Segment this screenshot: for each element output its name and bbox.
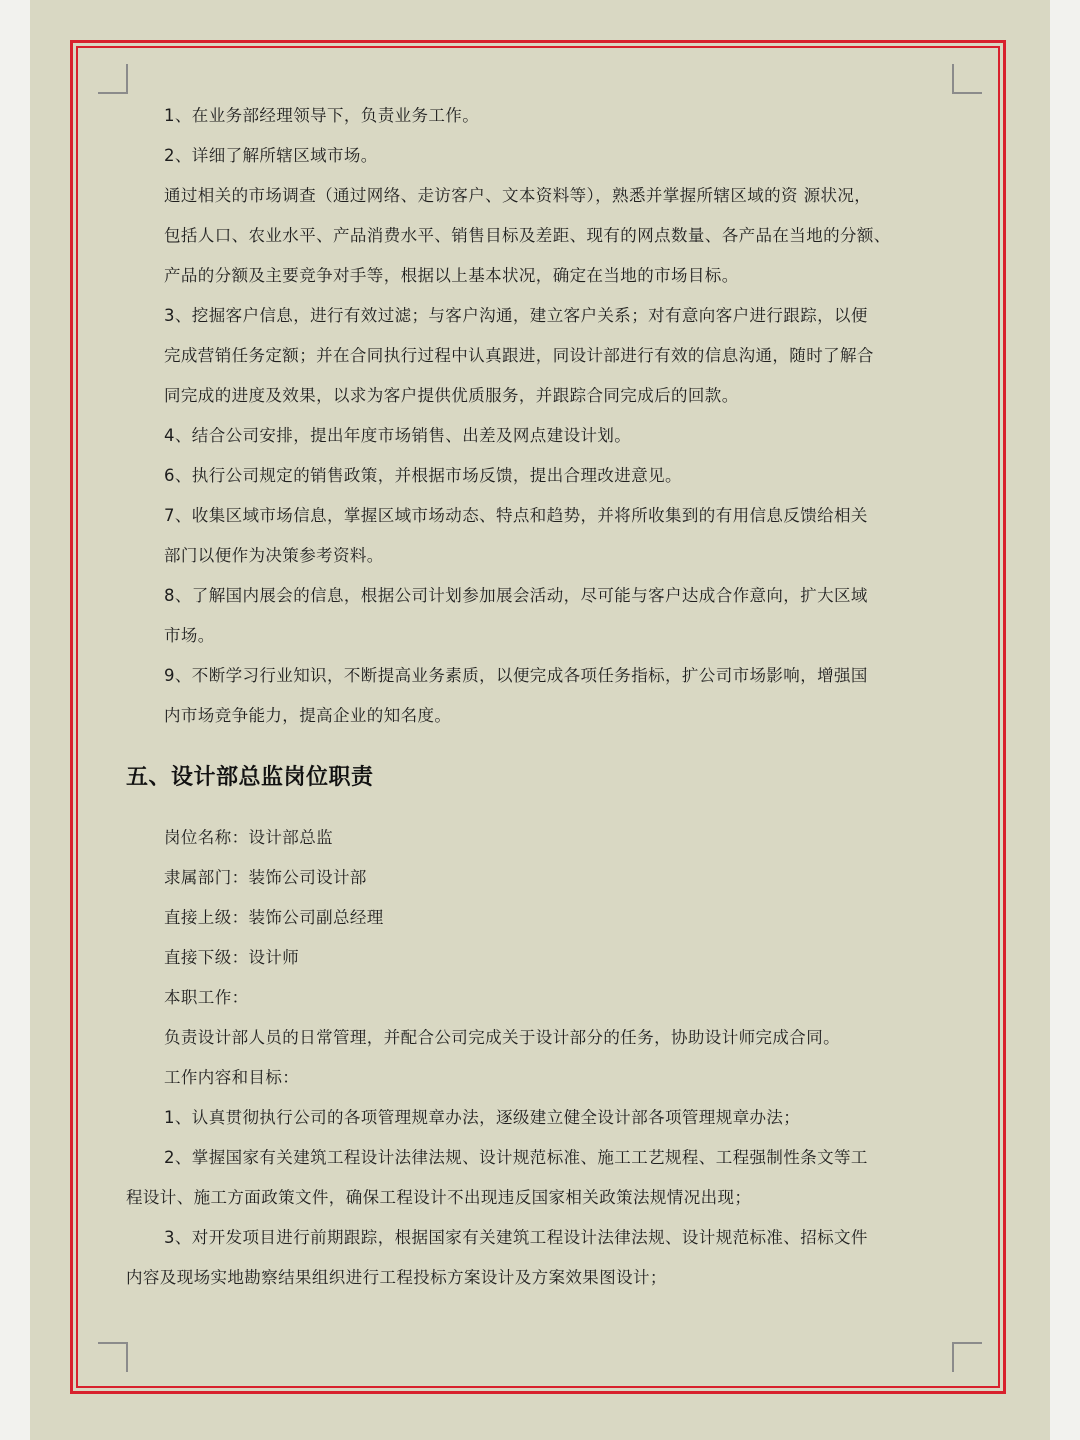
document-page	[30, 0, 1050, 1440]
text-line: 2、详细了解所辖区域市场。	[164, 146, 378, 165]
text-line: 3、挖掘客户信息，进行有效过滤；与客户沟通，建立客户关系；对有意向客户进行跟踪，以便	[164, 306, 868, 325]
text-line: 包括人口、农业水平、产品消费水平、销售目标及差距、现有的网点数量、各产品在当地的分额、	[164, 226, 891, 245]
document-body	[126, 96, 952, 1298]
text-line: 直接下级：设计师	[164, 948, 300, 967]
text-line: 隶属部门：装饰公司设计部	[164, 868, 367, 887]
text-line: 3、对开发项目进行前期跟踪，根据国家有关建筑工程设计法律法规、设计规范标准、招标文件	[164, 1228, 868, 1247]
text-line: 完成营销任务定额；并在合同执行过程中认真跟进，同设计部进行有效的信息沟通，随时了解合	[164, 346, 874, 365]
text-line: 产品的分额及主要竞争对手等，根据以上基本状况，确定在当地的市场目标。	[164, 266, 739, 285]
window-edge-left	[0, 0, 30, 1440]
section-heading: 五、设计部总监岗位职责	[126, 765, 374, 790]
text-line: 本职工作：	[164, 988, 249, 1007]
text-line: 9、不断学习行业知识，不断提高业务素质，以便完成各项任务指标，扩公司市场影响，增强国	[164, 666, 868, 685]
text-line: 8、了解国内展会的信息，根据公司计划参加展会活动，尽可能与客户达成合作意向，扩大区域	[164, 586, 868, 605]
crop-mark-top-left	[98, 64, 128, 94]
crop-mark-top-right	[952, 64, 982, 94]
text-line: 内市场竞争能力，提高企业的知名度。	[164, 706, 452, 725]
text-line: 4、结合公司安排，提出年度市场销售、出差及网点建设计划。	[164, 426, 632, 445]
text-line: 负责设计部人员的日常管理，并配合公司完成关于设计部分的任务，协助设计师完成合同。	[164, 1028, 840, 1047]
text-line: 同完成的进度及效果，以求为客户提供优质服务，并跟踪合同完成后的回款。	[164, 386, 739, 405]
text-line: 1、在业务部经理领导下，负责业务工作。	[164, 106, 480, 125]
text-line: 工作内容和目标：	[164, 1068, 300, 1087]
text-line: 市场。	[164, 626, 215, 645]
text-line: 程设计、施工方面政策文件，确保工程设计不出现违反国家相关政策法规情况出现；	[126, 1188, 752, 1207]
text-line: 部门以便作为决策参考资料。	[164, 546, 384, 565]
crop-mark-bottom-left	[98, 1342, 128, 1372]
window-edge-right	[1050, 0, 1080, 1440]
text-line: 岗位名称：设计部总监	[164, 828, 333, 847]
text-line: 2、掌握国家有关建筑工程设计法律法规、设计规范标准、施工工艺规程、工程强制性条文等工	[164, 1148, 868, 1167]
text-line: 内容及现场实地勘察结果组织进行工程投标方案设计及方案效果图设计；	[126, 1268, 667, 1287]
text-line: 通过相关的市场调查（通过网络、走访客户、文本资料等），熟悉并掌握所辖区域的资 源状况，	[164, 186, 872, 205]
text-line: 7、收集区域市场信息，掌握区域市场动态、特点和趋势，并将所收集到的有用信息反馈给相关	[164, 506, 868, 525]
crop-mark-bottom-right	[952, 1342, 982, 1372]
text-line: 直接上级：装饰公司副总经理	[164, 908, 384, 927]
text-line: 6、执行公司规定的销售政策，并根据市场反馈，提出合理改进意见。	[164, 466, 682, 485]
text-line: 1、认真贯彻执行公司的各项管理规章办法，逐级建立健全设计部各项管理规章办法；	[164, 1108, 801, 1127]
